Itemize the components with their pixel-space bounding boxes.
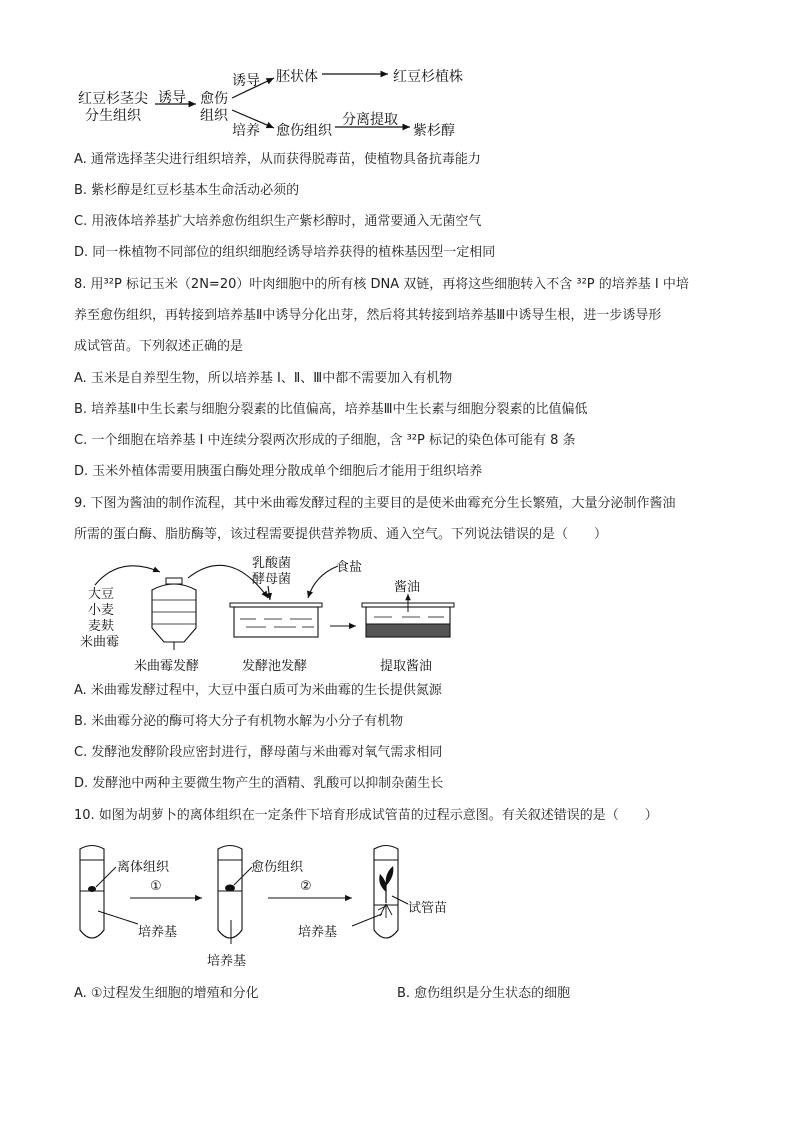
ingredient-bran: 麦麸 bbox=[88, 619, 115, 634]
q9-option-b: B. 米曲霉分泌的酶可将大分子有机物水解为小分子有机物 bbox=[74, 714, 404, 729]
q10-option-b: B. 愈伤组织是分生状态的细胞 bbox=[397, 986, 571, 1001]
step-aspergillus-fermentation: 米曲霉发酵 bbox=[134, 659, 200, 674]
ingredient-wheat: 小麦 bbox=[88, 603, 115, 618]
q9-option-c: C. 发酵池发酵阶段应密封进行，酵母菌与米曲霉对氧气需求相同 bbox=[74, 745, 443, 760]
flow-extract: 分离提取 bbox=[342, 112, 398, 128]
flow-source-line2: 分生组织 bbox=[85, 108, 141, 124]
flow-induce1: 诱导 bbox=[158, 90, 186, 106]
q9-option-d: D. 发酵池中两种主要微生物产生的酒精、乳酸可以抑制杂菌生长 bbox=[74, 776, 444, 791]
q8-option-a: A. 玉米是自养型生物，所以培养基 I、Ⅱ、Ⅲ中都不需要加入有机物 bbox=[74, 371, 453, 386]
flow-embryoid: 胚状体 bbox=[276, 69, 318, 85]
q9-stem-line2: 所需的蛋白酶、脂肪酶等，该过程需要提供营养物质、通入空气。下列说法错误的是（ ） bbox=[74, 527, 608, 542]
flow-culture: 培养 bbox=[232, 123, 260, 139]
label-salt: 食盐 bbox=[336, 560, 363, 575]
microbe-lactobacillus: 乳酸菌 bbox=[252, 556, 292, 571]
q9-option-a: A. 米曲霉发酵过程中，大豆中蛋白质可为米曲霉的生长提供氮源 bbox=[74, 683, 442, 698]
q10-option-a: A. ①过程发生细胞的增殖和分化 bbox=[74, 986, 259, 1001]
label-explant: 离体组织 bbox=[117, 860, 170, 875]
q7-option-b: B. 紫杉醇是红豆杉基本生命活动必须的 bbox=[74, 183, 300, 198]
label-medium-2: 培养基 bbox=[207, 954, 247, 969]
test-tube-3 bbox=[352, 846, 408, 939]
q9-stem-line1: 9. 下图为酱油的制作流程，其中米曲霉发酵过程的主要目的是使米曲霉充分生长繁殖，大量分泌制作酱油 bbox=[74, 496, 676, 511]
q7-option-d: D. 同一株植物不同部位的组织细胞经诱导培养获得的植株基因型一定相同 bbox=[74, 245, 496, 260]
q8-stem-line1: 8. 用³²P 标记玉米（2N=20）叶肉细胞中的所有核 DNA 双链，再将这些细胞转入不含 ³²P 的培养基 I 中培 bbox=[74, 277, 689, 292]
ingredient-soybean: 大豆 bbox=[88, 587, 115, 602]
q7-option-a: A. 通常选择茎尖进行组织培养，从而获得脱毒苗，使植物具备抗毒能力 bbox=[74, 152, 481, 167]
step-extract-soy-sauce: 提取酱油 bbox=[380, 659, 433, 674]
label-medium-1: 培养基 bbox=[138, 925, 178, 940]
flow-callus-line2: 组织 bbox=[200, 108, 228, 124]
q7-option-c: C. 用液体培养基扩大培养愈伤组织生产紫杉醇时，通常要通入无菌空气 bbox=[74, 214, 482, 229]
microbe-yeast: 酵母菌 bbox=[252, 572, 292, 587]
label-callus: 愈伤组织 bbox=[251, 860, 304, 875]
q10-stem: 10. 如图为胡萝卜的离体组织在一定条件下培育形成试管苗的过程示意图。有关叙述错误的是（ ） bbox=[74, 808, 658, 823]
q8-option-d: D. 玉米外植体需要用胰蛋白酶处理分散成单个细胞后才能用于组织培养 bbox=[74, 464, 483, 479]
label-plantlet: 试管苗 bbox=[408, 901, 448, 916]
label-soy-sauce: 酱油 bbox=[394, 580, 421, 595]
flow-callus2: 愈伤组织 bbox=[276, 123, 332, 139]
flow-source-line1: 红豆杉茎尖 bbox=[78, 91, 148, 107]
step-tank-fermentation: 发酵池发酵 bbox=[242, 659, 308, 674]
label-step1: ① bbox=[150, 879, 162, 894]
q8-option-b: B. 培养基Ⅱ中生长素与细胞分裂素的比值偏高，培养基Ⅲ中生长素与细胞分裂素的比值偏低 bbox=[74, 402, 588, 417]
flow-taxol: 紫杉醇 bbox=[413, 123, 455, 139]
flow-plant: 红豆杉植株 bbox=[393, 69, 463, 85]
ingredient-aspergillus: 米曲霉 bbox=[80, 635, 120, 650]
q8-stem-line2: 养至愈伤组织，再转接到培养基Ⅱ中诱导分化出芽，然后将其转接到培养基Ⅲ中诱导生根，进一步诱导形 bbox=[74, 308, 662, 323]
label-step2: ② bbox=[300, 879, 312, 894]
q8-stem-line3: 成试管苗。下列叙述正确的是 bbox=[74, 339, 244, 354]
q8-option-c: C. 一个细胞在培养基 I 中连续分裂两次形成的子细胞，含 ³²P 标记的染色体可能有 8 条 bbox=[74, 433, 576, 448]
flow-induce2: 诱导 bbox=[232, 73, 260, 89]
flow-callus-line1: 愈伤 bbox=[200, 91, 228, 107]
test-tube-2 bbox=[218, 846, 252, 945]
label-medium-3: 培养基 bbox=[298, 925, 338, 940]
